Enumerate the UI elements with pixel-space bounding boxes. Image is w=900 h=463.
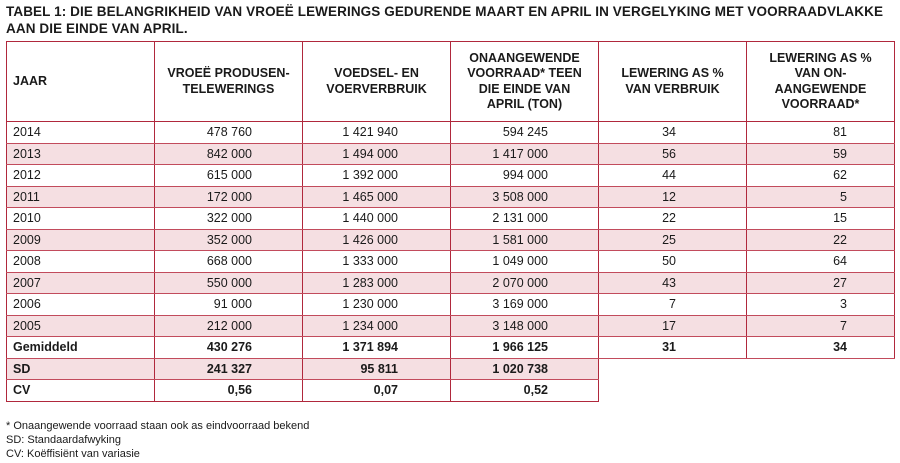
table-cell: 842 000: [155, 143, 303, 165]
empty-cell: [599, 358, 895, 380]
cv-cell: 0,52: [451, 380, 599, 402]
table-cell: 2012: [7, 165, 155, 187]
table-cell: 2005: [7, 315, 155, 337]
average-cell: 430 276: [155, 337, 303, 359]
table-cell: 2009: [7, 229, 155, 251]
sd-cell: 1 020 738: [451, 358, 599, 380]
table-cell: 2010: [7, 208, 155, 230]
table-cell: 615 000: [155, 165, 303, 187]
table-cell: 2014: [7, 122, 155, 144]
average-row: [7, 337, 895, 359]
table-cell: 1 234 000: [303, 315, 451, 337]
table-cell: 56: [599, 143, 747, 165]
table-row: [7, 315, 895, 337]
table-cell: 1 421 940: [303, 122, 451, 144]
header-delivery-pct-stock: LEWERING AS % VAN ON-AANGEWENDE VOORRAAD*: [747, 42, 895, 122]
header-early-deliveries: VROEË PRODUSEN-TELEWERINGS: [155, 42, 303, 122]
table-cell: 352 000: [155, 229, 303, 251]
table-row: [7, 272, 895, 294]
table-cell: 12: [599, 186, 747, 208]
sd-row: [7, 358, 895, 380]
table-cell: 478 760: [155, 122, 303, 144]
table-cell: 17: [599, 315, 747, 337]
table-cell: 3 508 000: [451, 186, 599, 208]
table-cell: 15: [747, 208, 895, 230]
table-cell: 27: [747, 272, 895, 294]
footnote-cv: CV: Koëffisiënt van variasie: [6, 448, 140, 460]
sd-cell: 95 811: [303, 358, 451, 380]
header-unused-stock: ONAANGEWENDE VOORRAAD* TEEN DIE EINDE VAN APRIL (TON): [451, 42, 599, 122]
table-cell: 1 049 000: [451, 251, 599, 273]
table-cell: 172 000: [155, 186, 303, 208]
table-cell: 62: [747, 165, 895, 187]
table-cell: 1 283 000: [303, 272, 451, 294]
table-cell: 22: [747, 229, 895, 251]
table-row: [7, 251, 895, 273]
table-cell: 59: [747, 143, 895, 165]
table-cell: 212 000: [155, 315, 303, 337]
cv-cell: 0,56: [155, 380, 303, 402]
sd-cell: 241 327: [155, 358, 303, 380]
table-row: [7, 208, 895, 230]
table-cell: 91 000: [155, 294, 303, 316]
table-cell: 1 581 000: [451, 229, 599, 251]
table-row: [7, 229, 895, 251]
table-row: [7, 186, 895, 208]
header-row: [7, 42, 895, 122]
table-cell: 2 070 000: [451, 272, 599, 294]
table-cell: 322 000: [155, 208, 303, 230]
average-cell: 1 371 894: [303, 337, 451, 359]
table-cell: 3: [747, 294, 895, 316]
footnotes: [6, 419, 309, 461]
table-row: [7, 143, 895, 165]
table-row: [7, 294, 895, 316]
table-cell: 550 000: [155, 272, 303, 294]
table-cell: 594 245: [451, 122, 599, 144]
table-cell: 1 392 000: [303, 165, 451, 187]
header-year: JAAR: [7, 42, 155, 122]
header-consumption: VOEDSEL- EN VOERVERBRUIK: [303, 42, 451, 122]
table-row: [7, 122, 895, 144]
table-cell: 1 440 000: [303, 208, 451, 230]
cv-row: [7, 380, 895, 402]
table-cell: 3 169 000: [451, 294, 599, 316]
table-cell: 2013: [7, 143, 155, 165]
table-cell: 1 333 000: [303, 251, 451, 273]
table-cell: 2008: [7, 251, 155, 273]
data-table: [6, 41, 895, 402]
sd-cell: SD: [7, 358, 155, 380]
average-cell: 34: [747, 337, 895, 359]
table-cell: 25: [599, 229, 747, 251]
table-cell: 1 465 000: [303, 186, 451, 208]
table-cell: 43: [599, 272, 747, 294]
cv-cell: 0,07: [303, 380, 451, 402]
table-cell: 1 426 000: [303, 229, 451, 251]
table-cell: 64: [747, 251, 895, 273]
table-cell: 3 148 000: [451, 315, 599, 337]
table-cell: 81: [747, 122, 895, 144]
table-cell: 2007: [7, 272, 155, 294]
header-delivery-pct-consumption: LEWERING AS % VAN VERBRUIK: [599, 42, 747, 122]
table-cell: 5: [747, 186, 895, 208]
table-cell: 34: [599, 122, 747, 144]
table-cell: 994 000: [451, 165, 599, 187]
table-cell: 44: [599, 165, 747, 187]
table-cell: 1 494 000: [303, 143, 451, 165]
table-cell: 2 131 000: [451, 208, 599, 230]
table-cell: 668 000: [155, 251, 303, 273]
table-cell: 2006: [7, 294, 155, 316]
table-cell: 1 230 000: [303, 294, 451, 316]
table-cell: 22: [599, 208, 747, 230]
table-cell: 1 417 000: [451, 143, 599, 165]
average-cell: Gemiddeld: [7, 337, 155, 359]
table-cell: 50: [599, 251, 747, 273]
empty-cell: [599, 380, 895, 402]
average-cell: 1 966 125: [451, 337, 599, 359]
table-cell: 2011: [7, 186, 155, 208]
table-title: TABEL 1: DIE BELANGRIKHEID VAN VROEË LEWERINGS GEDURENDE MAART EN APRIL IN VERGELYKING MET VOORRAADVLAKKE AAN DIE EINDE VAN APRIL.: [6, 4, 884, 36]
cv-cell: CV: [7, 380, 155, 402]
average-cell: 31: [599, 337, 747, 359]
footnote-unused-stock: * Onaangewende voorraad staan ook as eindvoorraad bekend: [6, 420, 310, 432]
table-cell: 7: [747, 315, 895, 337]
table-cell: 7: [599, 294, 747, 316]
table-row: [7, 165, 895, 187]
footnote-sd: SD: Standaardafwyking: [6, 434, 121, 446]
